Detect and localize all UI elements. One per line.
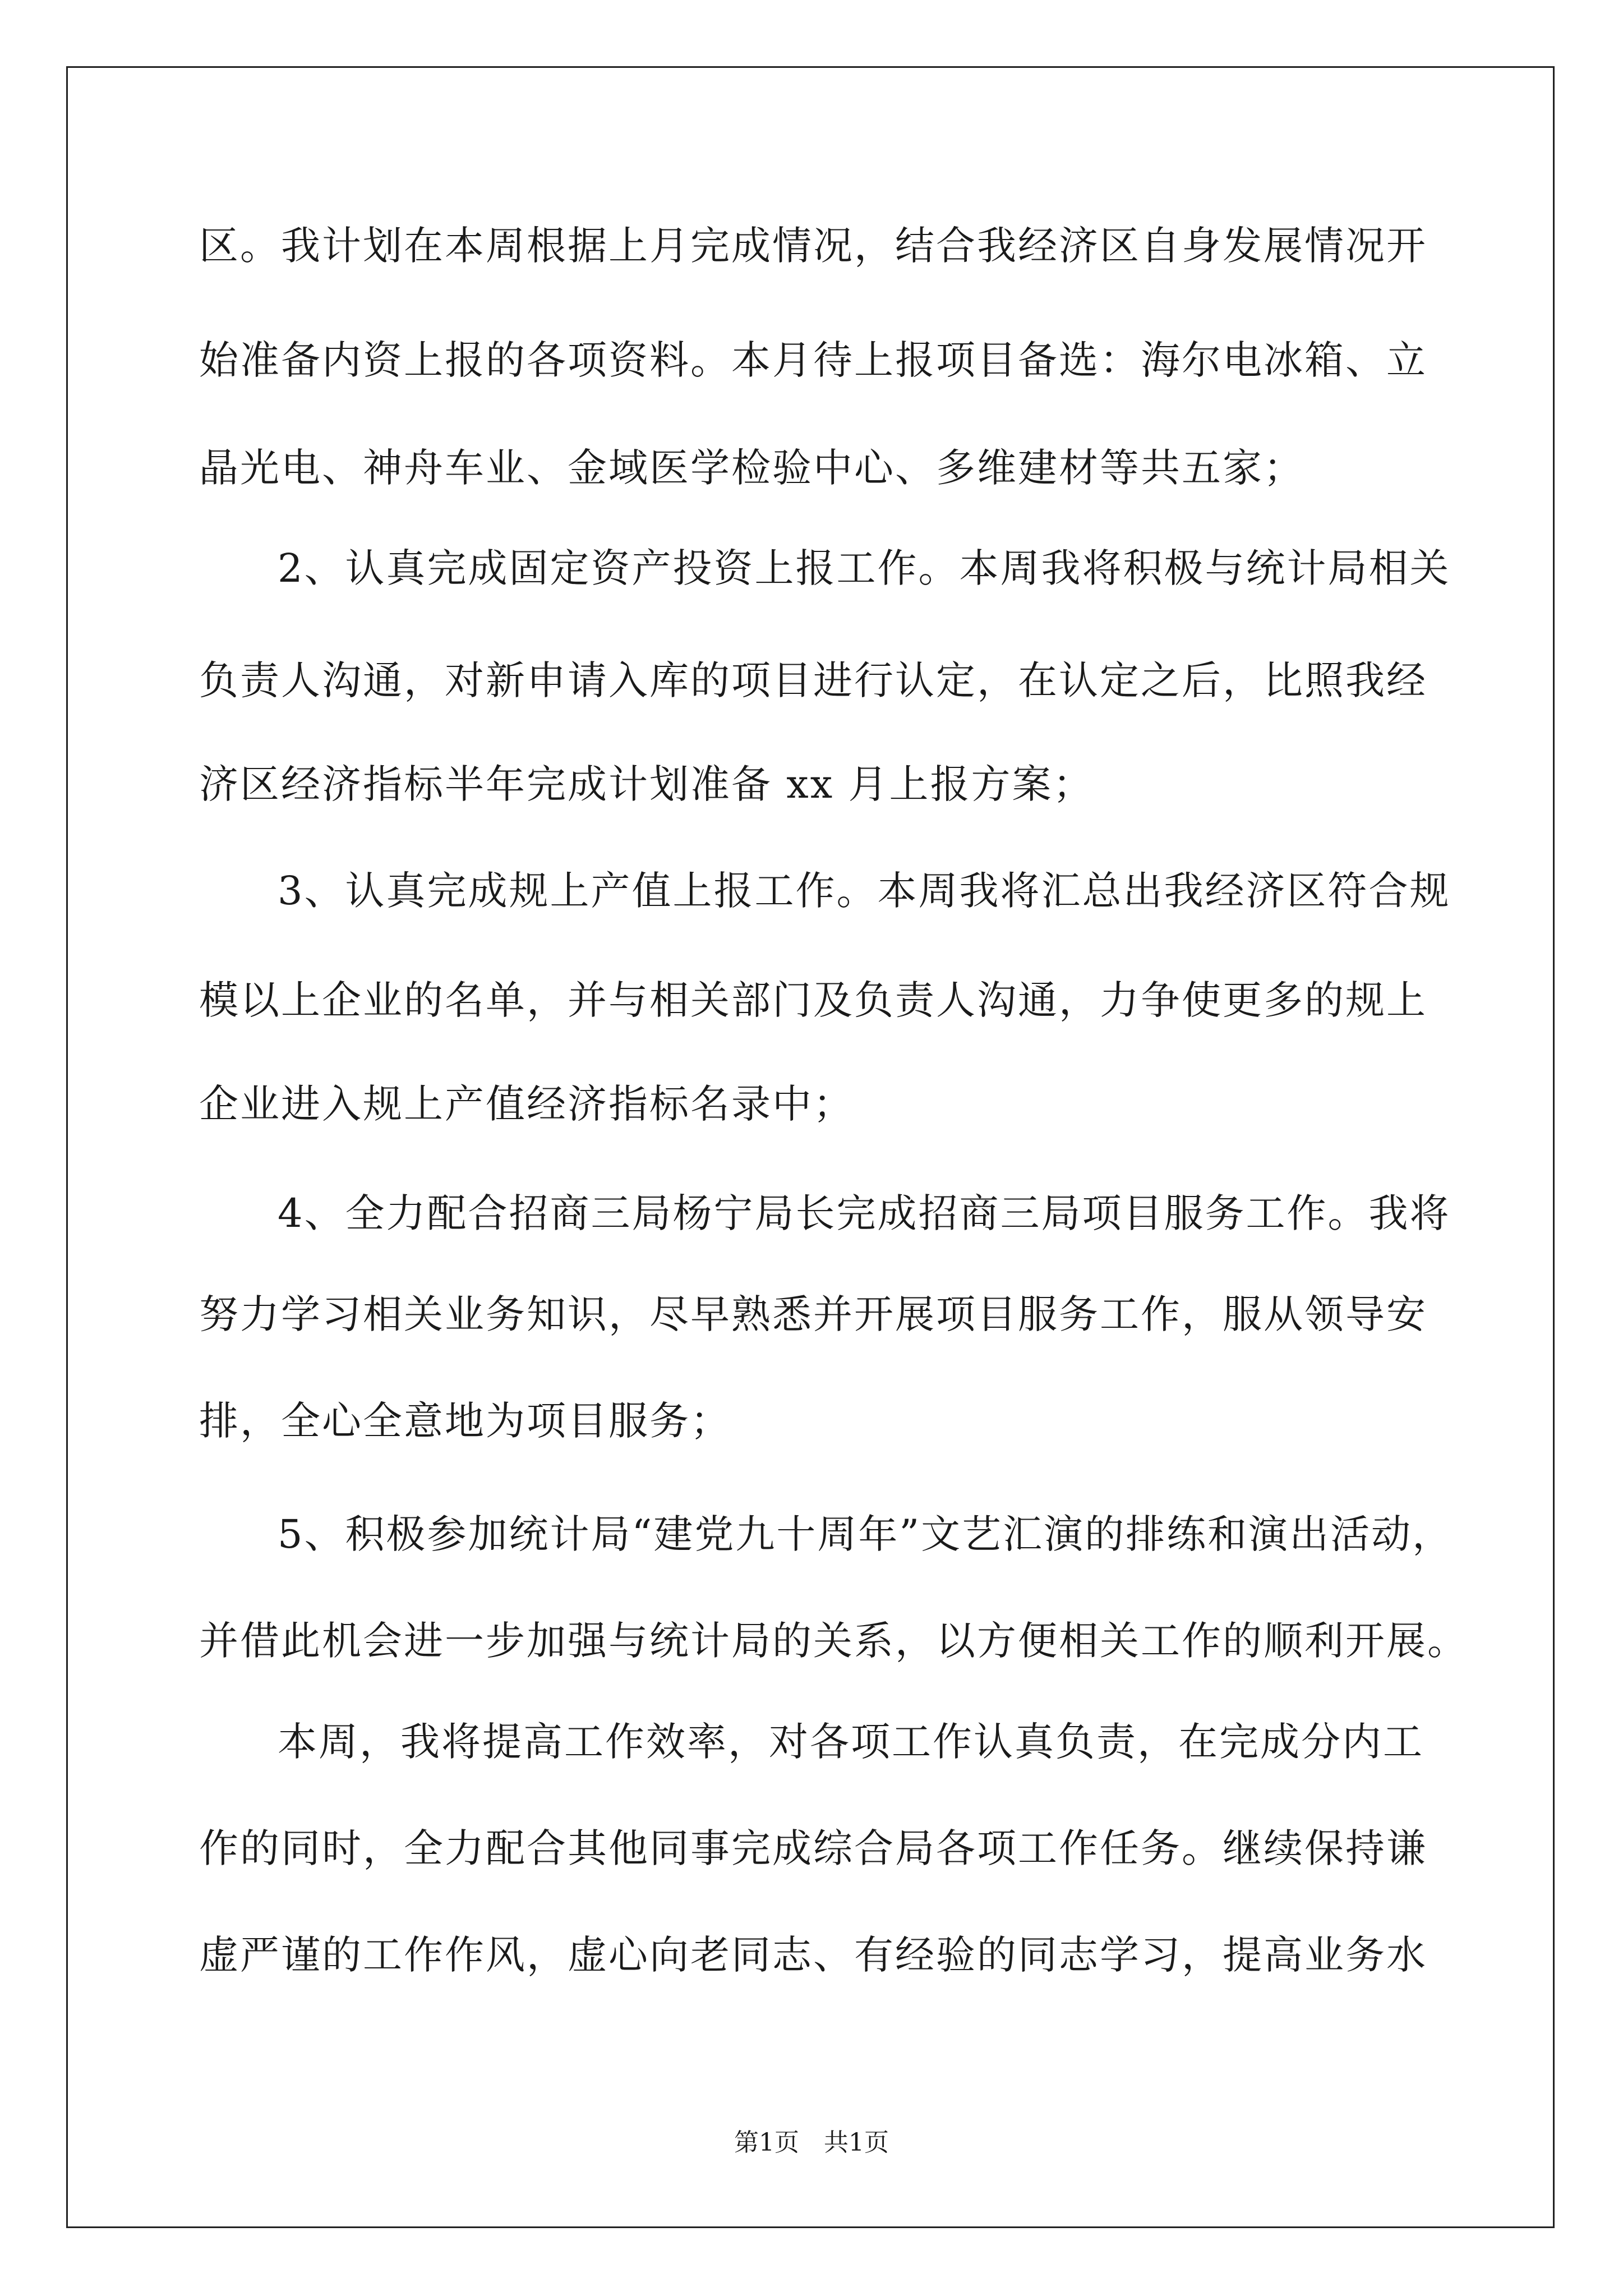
text-line: 5、积极参加统计局“建党九十周年”文艺汇演的排练和演出活动， (278, 1511, 1454, 1557)
text-line: 晶光电、神舟车业、金域医学检验中心、多维建材等共五家； (199, 445, 1304, 491)
text-line: 3、认真完成规上产值上报工作。本周我将汇总出我经济区符合规 (278, 868, 1451, 914)
text-line: 努力学习相关业务知识，尽早熟悉并开展项目服务工作，服从领导安 (199, 1291, 1427, 1337)
text-line: 4、全力配合招商三局杨宁局长完成招商三局项目服务工作。我将 (278, 1190, 1451, 1236)
text-line: 本周，我将提高工作效率，对各项工作认真负责，在完成分内工 (278, 1719, 1424, 1765)
text-line: 作的同时，全力配合其他同事完成综合局各项工作任务。继续保持谦 (199, 1825, 1427, 1871)
text-line: 始准备内资上报的各项资料。本月待上报项目备选：海尔电冰箱、立 (199, 337, 1427, 383)
page-border (66, 66, 1555, 2228)
text-line: 2、认真完成固定资产投资上报工作。本周我将积极与统计局相关 (278, 545, 1451, 591)
text-line: 区。我计划在本周根据上月完成情况，结合我经济区自身发展情况开 (199, 223, 1427, 269)
text-line: 并借此机会进一步加强与统计局的关系，以方便相关工作的顺利开展。 (199, 1618, 1468, 1664)
text-line: 负责人沟通，对新申请入库的项目进行认定，在认定之后，比照我经 (199, 657, 1427, 703)
text-line: 虚严谨的工作作风，虚心向老同志、有经验的同志学习，提高业务水 (199, 1932, 1427, 1978)
page-number: 第1页 共1页 (734, 2128, 889, 2157)
text-line: 济区经济指标半年完成计划准备 xx 月上报方案； (199, 761, 1094, 807)
text-line: 模以上企业的名单，并与相关部门及负责人沟通，力争使更多的规上 (199, 977, 1427, 1023)
text-line: 排，全心全意地为项目服务； (199, 1398, 731, 1444)
text-line: 企业进入规上产值经济指标名录中； (199, 1081, 854, 1127)
